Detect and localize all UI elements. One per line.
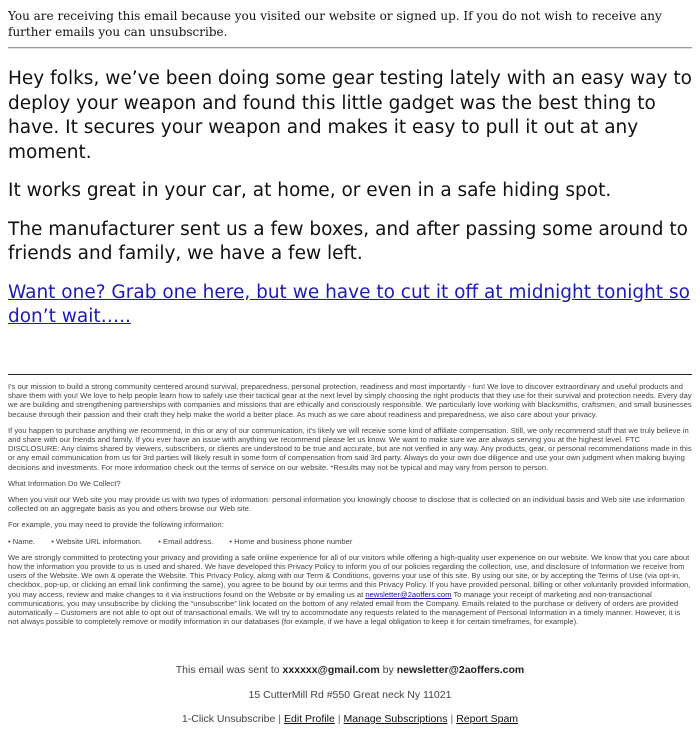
info-field: • Email address.: [158, 536, 214, 546]
privacy-body: We are strongly committed to protecting your privacy and providing a safe online experience for all of our visitors while offering a high-quality user experience on our website. We know that you care about how the information you provide to us is used and shared. We have developed this Privacy Policy to inform you of our policies regarding the collection, use, and disclosure of Information we receive from users of the Website. We own & operate the Website. This Privacy Policy, along with our Term & Conditions, governs your use of this site. By using our site, or by accepting the Terms of Use (via opt-in, checkbox, pop-up, or clicking an email link confirming the same), you agree to be bound by our terms and this Privacy Policy. If you have provided personal, billing or other voluntarily provided information, you may access, review and make changes to it via instructions found on the Website or by emailing us at: [8, 552, 691, 599]
privacy-email-link[interactable]: newsletter@2aoffers.com: [365, 589, 452, 599]
mission-text: I's our mission to build a strong community centered around survival, preparedness, personal protection, readiness and most importantly - fun! We love to discover extraordinary and useful products and share them with you! We love to help people learn how to safely use their tactical gear at the next level by simply choosing the right products that they use for their survival and protection needs. Every day we are building and strengthening partnerships with companies and missions that are ethically and consciously responsible. We particularly love working with blacksmiths, craftsmen, and small businesses because through their passion and their craft they help make the world a better place. As much as we care about readiness and preparedness, we also care about your privacy.: [8, 382, 692, 419]
sent-to-line: [0, 664, 700, 676]
info-field: • Name.: [8, 536, 36, 546]
body-paragraph-3: The manufacturer sent us a few boxes, and after passing some around to friends and family, we have a few left.: [8, 218, 688, 264]
collect-body: When you visit our Web site you may provide us with two types of information: personal information you knowingly choose to disclose that is collected on an individual basis and Web site use information collected on an aggregate basis as you and others browse our Web site.: [8, 495, 685, 514]
fine-print: [8, 382, 692, 633]
affiliate-disclosure: If you happen to purchase anything we recommend, in this or any of our communication, it's likely we will receive some kind of affiliate compensation. Still, we only recommend stuff that we truly believe in and share with our friends and family. If you ever have an issue with anything we recommend please let us know. We want to make sure we are always serving you at the highest level. FTC DISCLOSURE: Any claims shared by viewers, subscribers, or clients are understood to be true and accurate, but are not verified in any way. Any products, gear, or personal recommendations made in this or any email communication from us for 3rd parties will likely result in some form of compensation from said 3rd party. Always do your own due diligence and use your own judgment when making buying decisions and investments. For more information check out the terms of service on our website. *Results may not be typical and may vary from person to person.: [8, 425, 692, 472]
by-text: by: [379, 664, 397, 676]
body-paragraph-2: It works great in your car, at home, or even in a safe hiding spot.: [8, 180, 612, 201]
one-click-unsubscribe[interactable]: 1-Click Unsubscribe: [181, 713, 276, 725]
sender-email: newsletter@2aoffers.com: [396, 664, 525, 676]
edit-profile-link[interactable]: Edit Profile: [284, 713, 335, 725]
info-field: • Website URL information.: [51, 536, 143, 546]
email-body: [8, 67, 692, 344]
sent-prefix: This email was sent to: [175, 664, 283, 676]
cta-paragraph: [8, 281, 692, 330]
body-paragraph-1: Hey folks, we’ve been doing some gear testing lately with an easy way to deploy your weapon and found this little gadget was the best thing to have. It secures your weapon and makes it easy to pull it out at any moment.: [8, 68, 692, 163]
report-spam-link[interactable]: Report Spam: [456, 713, 519, 725]
collect-heading: What Information Do We Collect?: [8, 478, 121, 488]
privacy-policy-text: [8, 553, 692, 627]
info-field: • Home and business phone number: [229, 536, 353, 546]
unsubscribe-notice: You are receiving this email because you visited our website or signed up. If you do not wish to receive any further emails you can unsubscribe.: [8, 9, 662, 39]
example-intro: For example, you may need to provide the following information:: [8, 520, 224, 530]
link-separator: |: [450, 713, 454, 725]
body-divider: [8, 374, 692, 375]
header-divider: [8, 47, 692, 49]
manage-subscriptions-link[interactable]: Manage Subscriptions: [343, 713, 448, 725]
mailing-address: 15 CutterMill Rd #550 Great neck Ny 11021: [248, 689, 452, 701]
link-separator: |: [278, 713, 282, 725]
link-separator: |: [337, 713, 341, 725]
info-fields-list: [8, 537, 692, 546]
recipient-email: xxxxxx@gmail.com: [282, 664, 380, 676]
privacy-body-continued: To manage your receipt of marketing and non-transactional communications, you may unsubscribe by clicking the “unsubscribe” link located on the bottom of any related email from the Company. Emails related to the purchase or delivery of orders are provided automatically – Customers are not able to opt out of transactional emails. We will try to accommodate any requests related to the management of Personal Information in a timely manner. However, it is not always possible to completely remove or modify information in our databases (for example, if we have a legal obligation to keep it for certain timeframes, for example).: [8, 589, 681, 627]
cta-link[interactable]: Want one? Grab one here, but we have to cut it off at midnight tonight so don’t wait…..: [8, 281, 690, 327]
footer-links: [0, 713, 700, 725]
